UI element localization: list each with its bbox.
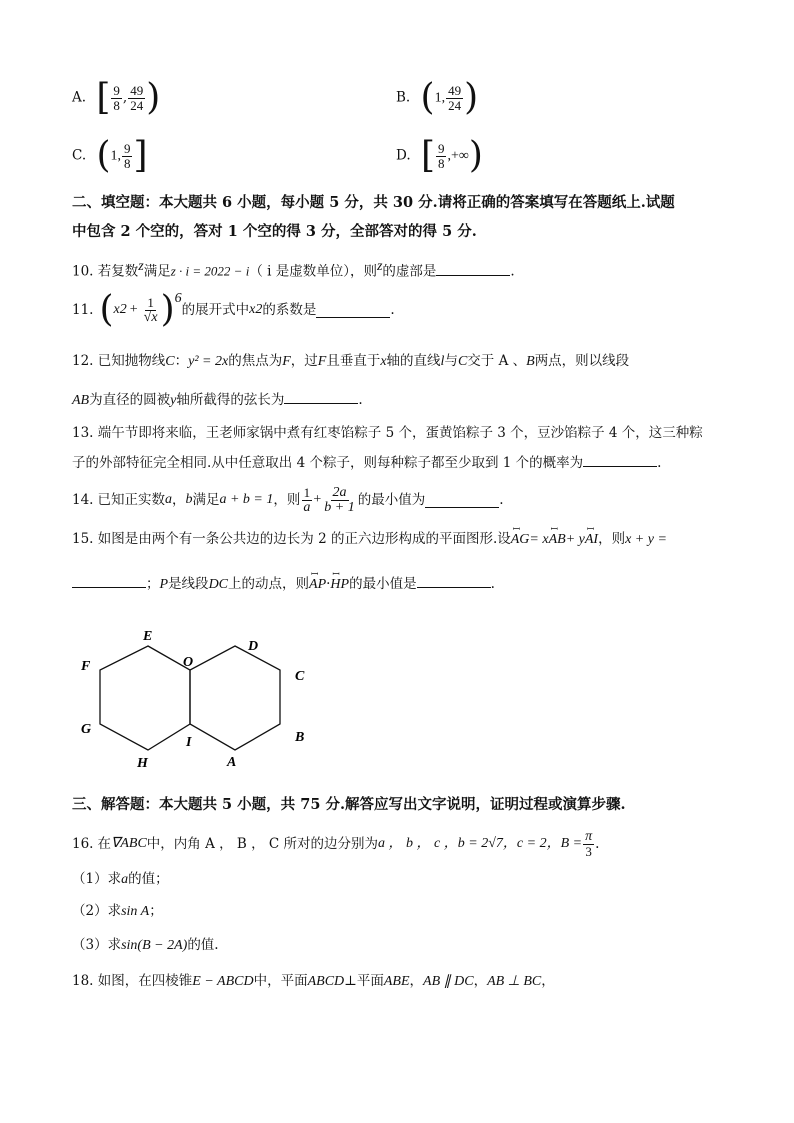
answer-blank [316,303,390,318]
question-15-line1: 15. 如图是由两个有一条公共边的边长为 2 的正六边形构成的平面图形.设ꟷ AG= xꟷ AB+ yꟷ AI，则x + y = [72,530,667,549]
label-B: B [295,730,305,745]
question-13-line2: 子的外部特征完全相同.从中任意取出 4 个粽子，则每种粽子都至少取到 1 个的概率为 . [72,452,661,472]
question-16-part3: （3）求sin(B − 2A)的值. [72,937,219,953]
label-A: A [227,755,237,770]
hexagon-left [100,646,190,750]
label-F: F [81,659,91,674]
label-D: D [248,639,259,654]
answer-blank [425,493,499,508]
label-H: H [137,756,148,771]
label-E: E [143,629,153,644]
question-18: 18. 如图，在四棱锥E − ABCD中，平面ABCD⊥平面ABE，AB ∥ DC，AB ⊥ BC， [72,973,555,989]
question-12-line1: 12. 已知抛物线C：y² = 2x的焦点为F，过F且垂直于x轴的直线l与C交于 A 、B两点，则以线段 [72,353,630,369]
question-10: 10. 若复数$^z$满足z · i = 2022 − i（ i 是虚数单位），则$^z$的虚部是 . [72,259,515,280]
answer-blank [583,452,657,467]
section2-line2: 中包含 2 个空的，答对 1 个空的得 3 分，全部答对的得 5 分. [72,223,477,240]
question-16-part1: （1）求a的值； [72,871,169,887]
label-O: O [183,655,194,670]
option-a: A. [ $\frac{9}{8}$ , $\frac{49}{24}$ ) [72,77,161,118]
question-15-line2: ；P是线段DC上的动点，则ꟷ AP·ꟷ HP的最小值是 . [72,573,495,594]
question-12-line2: AB为直径的圆被y轴所截得的弦长为 . [72,389,363,410]
answer-blank [417,573,491,588]
option-b: B. (1, $\frac{49}{24}$ ) [396,77,479,118]
hexagon-right [190,646,280,750]
section2-line1: 二、填空题：本大题共 6 小题，每小题 5 分，共 30 分.请将正确的答案填写在答题纸上.试题 [72,194,675,211]
question-13-line1: 13. 端午节即将来临，王老师家锅中煮有红枣馅粽子 5 个，蛋黄馅粽子 3 个，豆沙馅粽子 4 个，这三种粽 [72,425,703,441]
section3-heading: 三、解答题：本大题共 5 小题，共 75 分.解答应写出文字说明，证明过程或演算步骤. [72,796,626,813]
option-d: D. [ $\frac{9}{8}$ ,+∞) [396,135,483,176]
answer-blank [284,389,358,404]
option-c: C. (1, $\frac{9}{8}$ ] [72,135,148,176]
answer-blank [436,261,510,276]
question-16: 16. 在 ∇ABC 中，内角 A ， B ， C 所对的边分别为 a ， b ， c ， b = 2√7 ，c = 2， B = $\frac{\pi}{3}$ . [72,828,600,859]
label-I: I [186,735,192,750]
label-C: C [295,669,305,684]
answer-blank [72,573,146,588]
hexagon-figure [70,620,330,780]
question-11: 11. ( x 2 + $\frac{1}{√x}$ ) 6 的展开式中 x 2 的系数是 . [72,289,395,330]
question-14: 14. 已知正实数 a ， b 满足 a + b = 1 ，则 $\frac{1}{a}$ + $\frac{2a}{b + 1}$ 的最小值为 . [72,484,504,515]
question-16-part2: （2）求sin A； [72,903,163,919]
label-G: G [81,722,92,737]
